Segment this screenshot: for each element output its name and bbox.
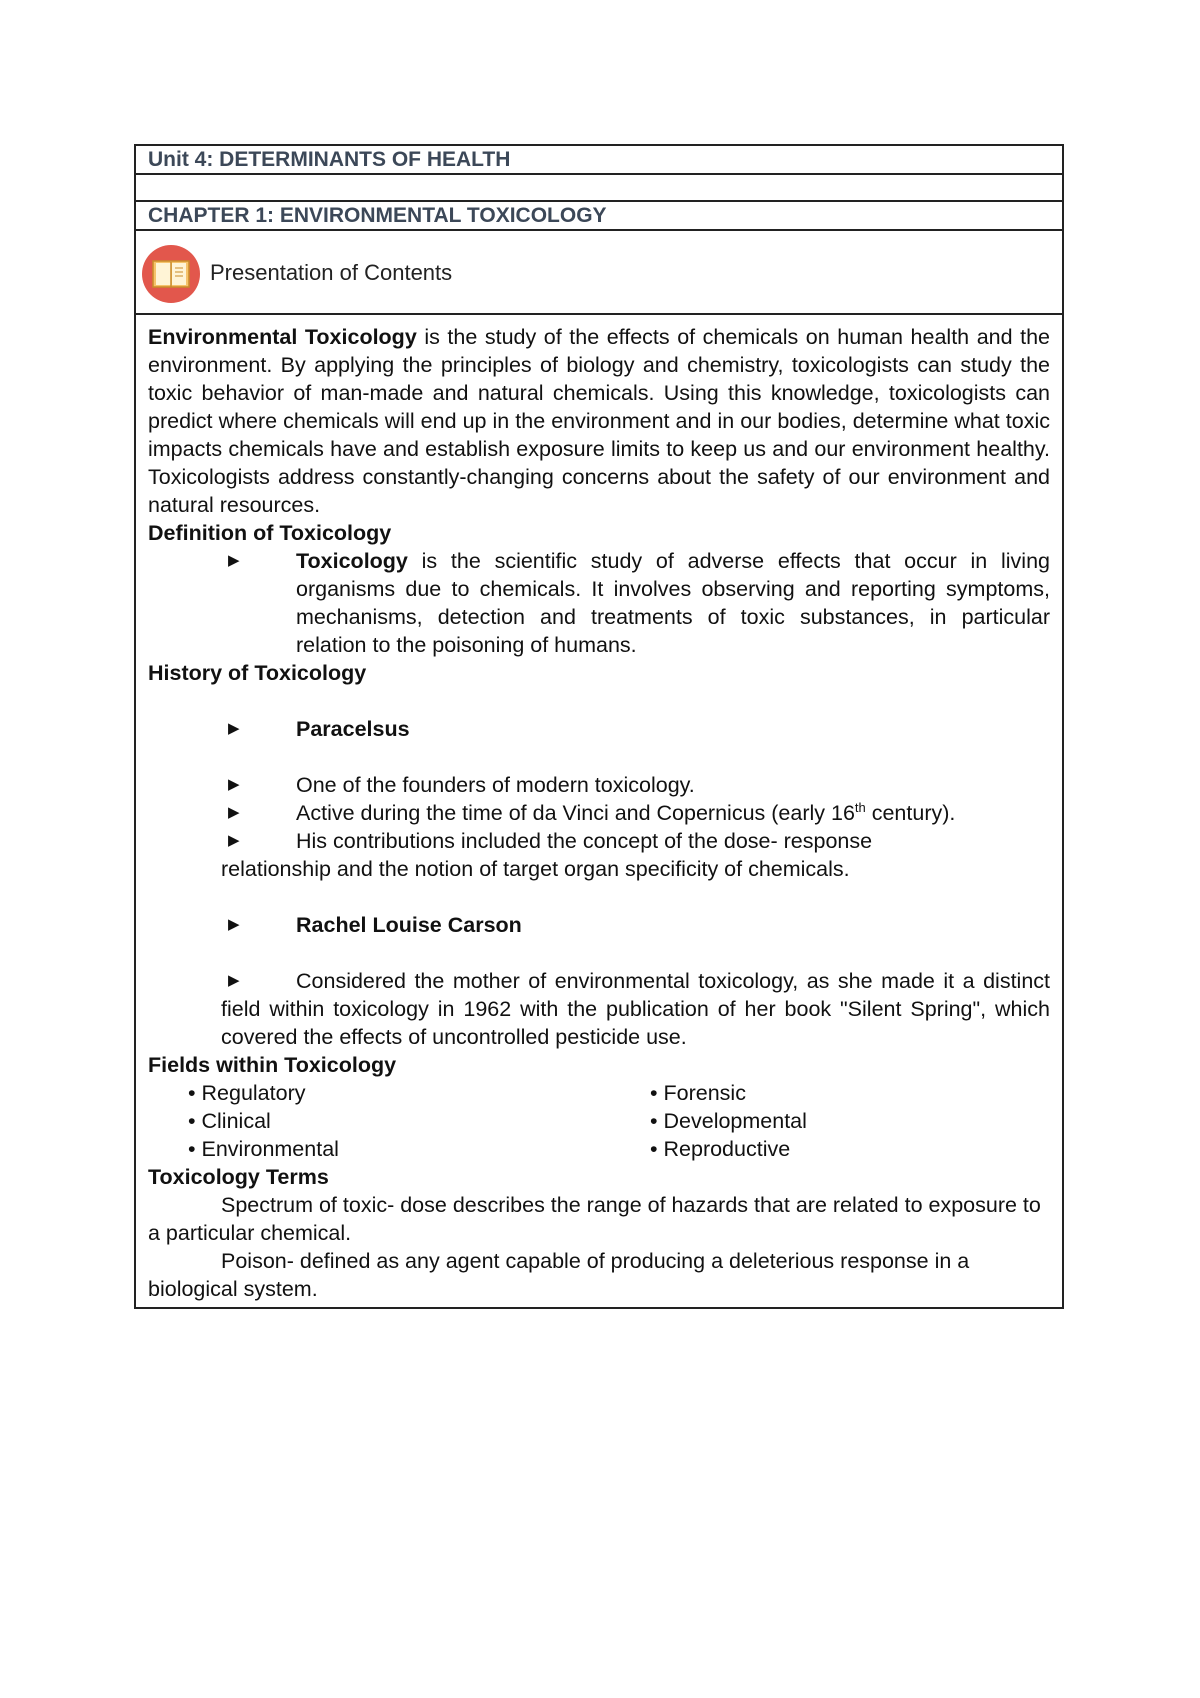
paracelsus-point-text: Active during the time of da Vinci and Copernicus (early 16	[296, 801, 855, 825]
field-item: • Developmental	[650, 1109, 807, 1133]
paracelsus-point	[148, 799, 1050, 827]
paracelsus-point-text: century).	[865, 801, 956, 825]
presentation-title: Presentation of Contents	[210, 260, 453, 285]
content-body	[136, 315, 1062, 1307]
bullet-arrow-icon: ▶	[228, 776, 240, 793]
bullet-arrow-icon: ▶	[228, 720, 240, 737]
field-item: • Clinical	[188, 1109, 271, 1133]
chapter-title: CHAPTER 1: ENVIRONMENTAL TOXICOLOGY	[136, 202, 1062, 231]
paracelsus-name: Paracelsus	[296, 717, 410, 741]
paracelsus-point	[148, 827, 1050, 855]
field-item: • Environmental	[188, 1137, 339, 1161]
terms-heading: Toxicology Terms	[148, 1165, 329, 1189]
bullet-arrow-icon: ▶	[228, 916, 240, 933]
paracelsus-point	[148, 771, 1050, 799]
paracelsus-point-text: His contributions included the concept of the dose- response	[296, 829, 873, 853]
definition-item	[148, 547, 1050, 659]
fields-column-right	[588, 1079, 1050, 1163]
definition-heading: Definition of Toxicology	[148, 521, 392, 545]
lesson-document	[134, 144, 1064, 1309]
book-icon	[142, 245, 200, 303]
presentation-row	[136, 231, 1062, 315]
superscript: th	[854, 799, 866, 815]
carson-point	[148, 967, 1050, 1051]
paracelsus-item	[148, 715, 1050, 743]
bullet-arrow-icon: ▶	[228, 804, 240, 821]
history-heading: History of Toxicology	[148, 661, 367, 685]
intro-term: Environmental Toxicology	[148, 325, 417, 349]
bullet-arrow-icon: ▶	[228, 972, 240, 989]
intro-paragraph	[148, 323, 1050, 519]
field-item: • Reproductive	[650, 1137, 791, 1161]
poison-paragraph: Poison- defined as any agent capable of producing a deleterious response in a biological system.	[148, 1249, 970, 1301]
definition-text: is the scientific study of adverse effects that occur in living organisms due to chemicals. It involves observing and reporting symptoms, mechanisms, detection and treatments of toxic substances, in particular relation to the poisoning of humans.	[296, 549, 1050, 657]
definition-term: Toxicology	[296, 549, 408, 573]
carson-item	[148, 911, 1050, 939]
carson-point-text: Considered the mother of environmental toxicology, as she made it a distinct field within toxicology in 1962 with the publication of her book "Silent Spring", which covered the effects of uncontrolled pesticide use.	[221, 969, 1050, 1049]
fields-column-left	[148, 1079, 588, 1163]
bullet-arrow-icon: ▶	[228, 552, 240, 569]
bullet-arrow-icon: ▶	[228, 832, 240, 849]
paracelsus-point-continued: relationship and the notion of target organ specificity of chemicals.	[221, 857, 850, 881]
field-item: • Regulatory	[188, 1081, 306, 1105]
intro-text: is the study of the effects of chemicals on human health and the environment. By applying the principles of biology and chemistry, toxicologists can study the toxic behavior of man-made and natural chemicals. Using this knowledge, toxicologists can predict where chemicals will end up in the environment and in our bodies, determine what toxic impacts chemicals have and establish exposure limits to keep us and our environment healthy. Toxicologists address constantly-changing concerns about the safety of our environment and natural resources.	[148, 325, 1050, 517]
carson-name: Rachel Louise Carson	[296, 913, 522, 937]
field-item: • Forensic	[650, 1081, 746, 1105]
fields-list	[148, 1079, 1050, 1163]
paracelsus-point-text: One of the founders of modern toxicology.	[296, 773, 695, 797]
unit-title: Unit 4: DETERMINANTS OF HEALTH	[136, 146, 1062, 175]
blank-row	[136, 175, 1062, 202]
spectrum-paragraph: Spectrum of toxic- dose describes the range of hazards that are related to exposure to a particular chemical.	[148, 1193, 1041, 1245]
fields-heading: Fields within Toxicology	[148, 1053, 397, 1077]
